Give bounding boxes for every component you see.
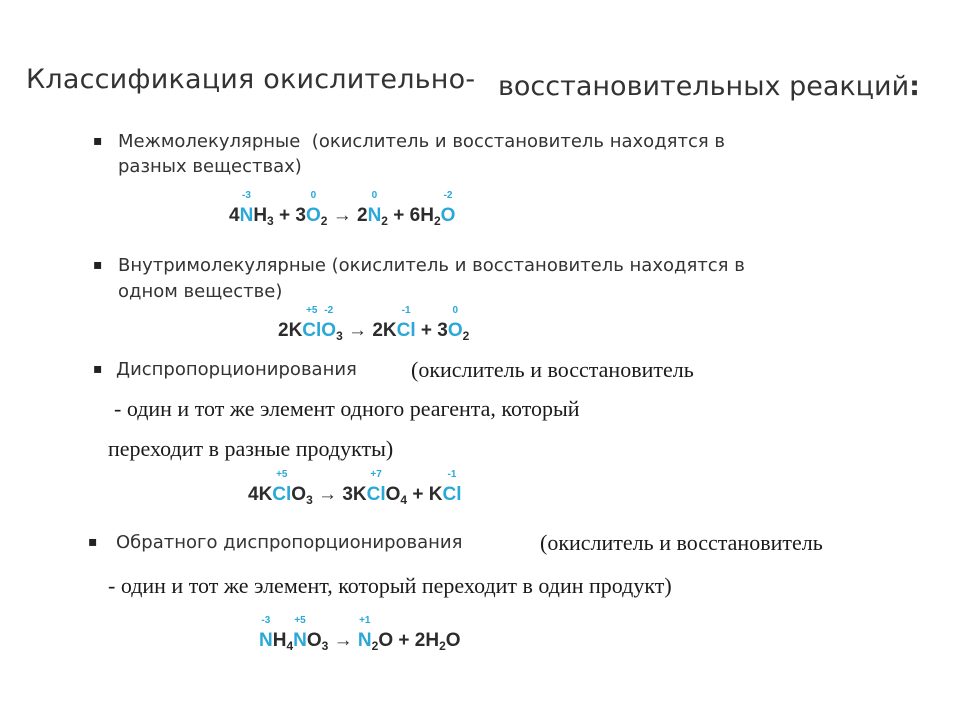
eq2-o-ox: -2 (324, 305, 334, 316)
section2-desc2: одном веществе) (118, 281, 283, 302)
eq1-o2 (305, 190, 321, 227)
eq2-cl-symbol: Cl (302, 320, 322, 341)
section1-title: Межмолекулярные (118, 131, 301, 152)
section2-heading: Внутримолекулярные (окислитель и восстановитель находятся в (118, 255, 745, 276)
eq2-arrow: → 2K (342, 320, 397, 341)
eq2-plus: + 3 (415, 320, 448, 341)
eq1-o2-ox: 0 (310, 190, 317, 201)
eq4-n-ox: -3 (261, 615, 271, 626)
eq4-o3-sub: 3 (321, 639, 329, 653)
bullet-icon: ▪ (88, 534, 98, 550)
eq3-plus: + K (407, 484, 443, 505)
eq1-o2-sub: 2 (320, 214, 328, 228)
eq3-cl3 (442, 469, 462, 506)
eq1-n2-ox: 0 (371, 190, 378, 201)
eq4-n3 (357, 615, 372, 652)
eq4-o: O (445, 630, 461, 651)
eq2-cl (302, 305, 322, 342)
eq3-cl2 (366, 469, 386, 506)
eq1-n2-sub: 2 (381, 214, 388, 228)
eq3-coef: 4K (248, 484, 273, 505)
eq2-o (321, 305, 337, 342)
eq1-n2 (367, 190, 382, 227)
eq1-o-symbol: O (440, 205, 456, 226)
title-colon: : (909, 71, 920, 102)
eq1-n-symbol: N (239, 205, 254, 226)
eq3-o4: O (385, 484, 401, 505)
eq3-cl2-symbol: Cl (366, 484, 386, 505)
bullet-icon: ▪ (93, 361, 103, 377)
eq4-n3-sub: 2 (371, 639, 379, 653)
eq3-o4-sub: 4 (400, 493, 408, 507)
eq2-cl2 (396, 305, 416, 342)
eq2-o2-ox: 0 (452, 305, 459, 316)
eq1-o-ox: -2 (443, 190, 453, 201)
eq1-coef: 4 (229, 205, 240, 226)
eq4-n2-symbol: N (293, 630, 307, 651)
eq1-h2-sub: 2 (433, 214, 441, 228)
section3-heading: Диспропорционирования (116, 359, 357, 380)
title-part1: Классификация окислительно- (26, 64, 476, 95)
eq1-plus1: + 3 (273, 205, 306, 226)
eq2-cl2-ox: -1 (401, 305, 411, 316)
bullet-icon: ▪ (93, 133, 103, 149)
section3-desc3: переходит в разные продукты) (108, 436, 394, 461)
equation-2 (278, 305, 470, 343)
section1-desc2: разных веществах) (118, 156, 302, 177)
eq1-n (239, 190, 254, 227)
eq4-n2-ox: +5 (294, 615, 306, 626)
eq3-cl-ox: +5 (276, 469, 288, 480)
equation-1 (229, 190, 456, 228)
eq2-o-sub: 3 (336, 329, 343, 343)
eq1-o (440, 190, 456, 227)
section4-desc1: (окислитель и восстановитель (540, 530, 823, 555)
eq1-arrow: → 2 (327, 205, 368, 226)
section1-heading (118, 131, 725, 152)
eq4-n3-symbol: N (357, 630, 372, 651)
eq3-cl (272, 469, 292, 506)
eq4-h2-sub: 2 (439, 639, 446, 653)
title-part2-text: восстановительных реакций (498, 71, 910, 102)
eq2-o2 (447, 305, 463, 342)
eq4-n2 (293, 615, 307, 652)
eq1-n2-symbol: N (367, 205, 382, 226)
eq3-cl3-symbol: Cl (442, 484, 462, 505)
eq1-h: H (253, 205, 268, 226)
eq1-o2-symbol: O (305, 205, 321, 226)
equation-4 (259, 615, 461, 653)
equation-3 (248, 469, 462, 507)
eq4-h: H (272, 630, 287, 651)
section4-heading: Обратного диспропорционирования (116, 532, 463, 553)
eq3-cl3-ox: -1 (447, 469, 457, 480)
eq2-o2-symbol: O (447, 320, 463, 341)
eq1-h-sub: 3 (267, 214, 274, 228)
eq1-plus2: + 6H (387, 205, 434, 226)
eq4-arrow: → (328, 630, 358, 651)
eq4-o3: O (306, 630, 322, 651)
eq2-o2-sub: 2 (462, 329, 470, 343)
eq1-n-ox: -3 (241, 190, 251, 201)
eq2-coef: 2K (278, 320, 303, 341)
section3-desc2: - один и тот же элемент одного реагента, который (114, 396, 580, 421)
eq3-o3-sub: 3 (306, 493, 313, 507)
eq2-o-symbol: O (321, 320, 337, 341)
eq4-h-sub: 4 (286, 639, 294, 653)
title-part2 (498, 71, 920, 102)
eq3-arrow: → 3K (312, 484, 367, 505)
eq3-o3: O (291, 484, 307, 505)
eq2-cl2-symbol: Cl (396, 320, 416, 341)
eq3-cl-symbol: Cl (272, 484, 292, 505)
bullet-icon: ▪ (93, 257, 103, 273)
section1-desc1: (окислитель и восстановитель находятся в (311, 131, 726, 152)
section3-desc1: (окислитель и восстановитель (411, 357, 694, 382)
eq4-n3-ox: +1 (359, 615, 371, 626)
eq4-n-symbol: N (259, 630, 273, 651)
section4-desc2: - один и тот же элемент, который переходит в один продукт) (108, 573, 672, 598)
eq4-n (259, 615, 273, 652)
eq2-cl-ox: +5 (306, 305, 318, 316)
eq4-rest: O + 2H (378, 630, 440, 651)
eq3-cl2-ox: +7 (370, 469, 382, 480)
